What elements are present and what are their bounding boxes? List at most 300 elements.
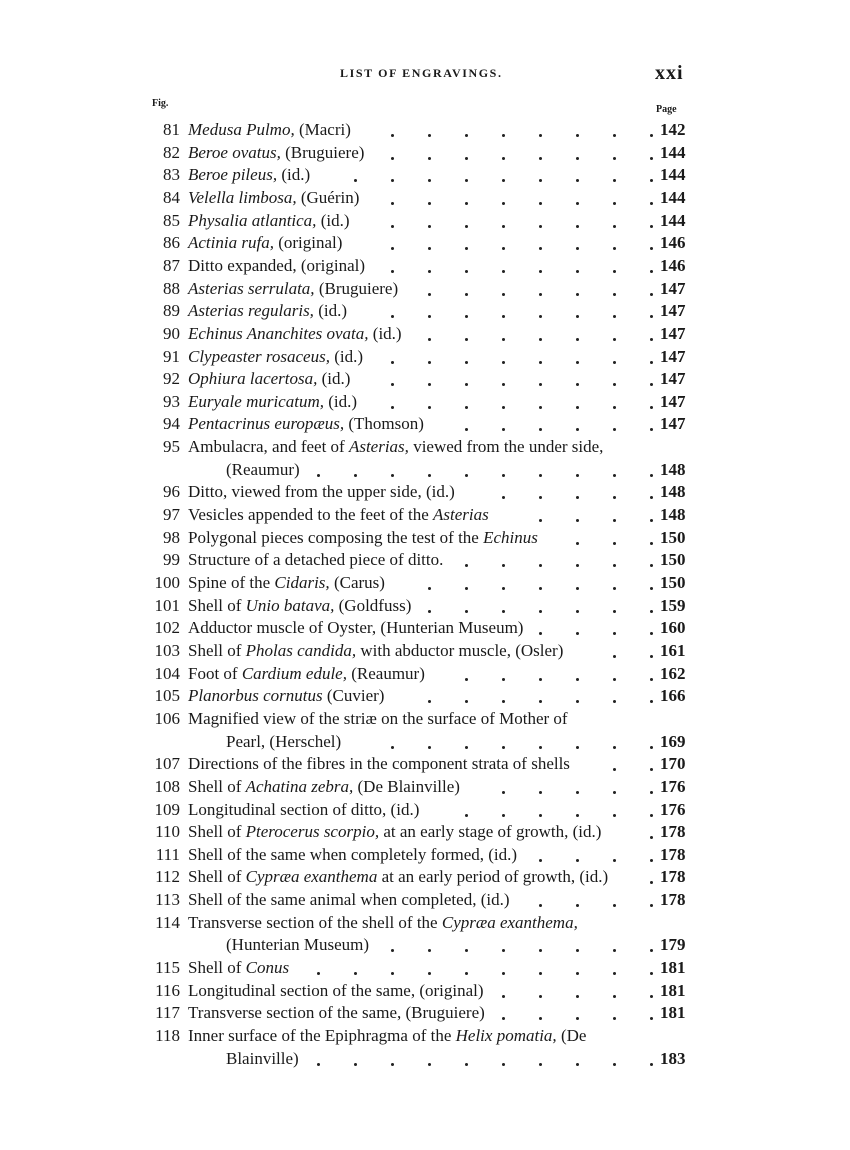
leader-dot xyxy=(650,270,653,273)
leader-dot xyxy=(428,157,431,160)
leader-dot xyxy=(465,1063,468,1066)
leader-dot xyxy=(465,972,468,975)
figure-number: 112 xyxy=(155,867,180,887)
leader-dot xyxy=(502,383,505,386)
text: (id.) xyxy=(323,391,358,411)
leader-dot xyxy=(576,949,579,952)
italic-text: Helix pomatia, xyxy=(455,1026,557,1045)
leader-dot xyxy=(650,587,653,590)
leader-dot xyxy=(576,225,579,228)
entry xyxy=(0,889,850,911)
entry xyxy=(0,640,850,662)
entry xyxy=(0,980,850,1002)
leader-dot xyxy=(613,225,616,228)
leader-dot xyxy=(650,1063,653,1066)
figure-number: 104 xyxy=(154,663,180,683)
leader-dot xyxy=(502,678,505,681)
page-reference: 147 xyxy=(660,369,686,389)
leader-dot xyxy=(613,134,616,137)
leader-dot xyxy=(613,587,616,590)
page-reference: 176 xyxy=(660,776,686,796)
leader-dot xyxy=(576,134,579,137)
text: (De xyxy=(556,1026,587,1045)
leader-dot xyxy=(650,995,653,998)
text: (Macri) xyxy=(294,120,351,139)
leader-dot xyxy=(650,542,653,545)
entry-continuation xyxy=(0,1048,850,1070)
leader-dot xyxy=(650,202,653,205)
page-reference: 176 xyxy=(660,799,686,819)
page-reference: 179 xyxy=(660,935,686,955)
leader-dot xyxy=(576,157,579,160)
page-reference: 144 xyxy=(660,187,686,207)
leader-dot xyxy=(539,519,542,522)
text: (Bruguiere) xyxy=(280,142,365,162)
dot-leader xyxy=(0,844,850,866)
leader-dot xyxy=(576,247,579,250)
text: Foot of xyxy=(188,663,242,683)
leader-dot xyxy=(613,791,616,794)
leader-dot xyxy=(428,746,431,749)
leader-dot xyxy=(576,791,579,794)
dot-leader xyxy=(0,980,850,1002)
figure-number: 90 xyxy=(163,323,180,343)
italic-text: Cardium edule, xyxy=(241,663,347,683)
italic-text: Unio batava, xyxy=(245,595,335,615)
leader-dot xyxy=(576,315,579,318)
leader-dot xyxy=(613,972,616,975)
text: Blainville) xyxy=(226,1048,299,1068)
figure-number: 97 xyxy=(163,505,180,525)
dot-leader xyxy=(0,731,850,753)
dot-leader xyxy=(0,776,850,798)
leader-dot xyxy=(576,361,579,364)
leader-dot xyxy=(391,1063,394,1066)
leader-dot xyxy=(650,678,653,681)
leader-dot xyxy=(502,247,505,250)
leader-dot xyxy=(502,428,505,431)
figure-number: 94 xyxy=(163,414,180,434)
italic-text: Asterias serrulata, xyxy=(188,278,315,298)
page-reference: 147 xyxy=(660,391,686,411)
leader-dot xyxy=(428,587,431,590)
leader-dot xyxy=(613,428,616,431)
entry xyxy=(0,368,850,390)
dot-leader xyxy=(0,187,850,209)
text: (id.) xyxy=(277,165,311,185)
leader-dot xyxy=(576,1063,579,1066)
leader-dot xyxy=(428,383,431,386)
text: Longitudinal section of ditto, (id.) xyxy=(188,799,420,819)
leader-dot xyxy=(613,542,616,545)
figure-number: 107 xyxy=(154,754,180,774)
leader-dot xyxy=(613,995,616,998)
leader-dot xyxy=(613,496,616,499)
entry xyxy=(0,255,850,277)
dot-leader xyxy=(0,391,850,413)
entry xyxy=(0,595,850,617)
dot-leader xyxy=(0,821,850,843)
italic-text: Euryale muricatum, xyxy=(188,391,324,411)
figure-number: 82 xyxy=(163,142,180,162)
leader-dot xyxy=(502,338,505,341)
entry xyxy=(0,164,850,186)
italic-text: Beroe ovatus, xyxy=(188,142,281,162)
leader-dot xyxy=(539,383,542,386)
entry xyxy=(0,278,850,300)
italic-text: Echinus xyxy=(483,527,538,547)
text: Shell of the same animal when completed, (id.) xyxy=(188,890,510,910)
leader-dot xyxy=(391,157,394,160)
leader-dot xyxy=(539,428,542,431)
italic-text: Asterias, xyxy=(348,437,409,457)
leader-dot xyxy=(650,746,653,749)
page-reference: 144 xyxy=(660,165,686,185)
leader-dot xyxy=(576,814,579,817)
leader-dot xyxy=(465,406,468,409)
text: (Goldfuss) xyxy=(334,595,412,615)
leader-dot xyxy=(576,383,579,386)
leader-dot xyxy=(613,383,616,386)
page-reference: 147 xyxy=(660,301,686,321)
leader-dot xyxy=(428,949,431,952)
text: (Cuvier) xyxy=(322,686,385,706)
figure-number: 92 xyxy=(163,369,180,389)
figure-number: 111 xyxy=(155,844,180,864)
leader-dot xyxy=(391,270,394,273)
figure-number: 93 xyxy=(163,391,180,411)
leader-dot xyxy=(539,338,542,341)
leader-dot xyxy=(502,949,505,952)
leader-dot xyxy=(613,474,616,477)
text: at an early period of growth, (id.) xyxy=(377,867,609,887)
text: Shell of xyxy=(188,822,246,842)
dot-leader xyxy=(0,617,850,639)
leader-dot xyxy=(465,179,468,182)
page-reference: 150 xyxy=(660,527,686,547)
leader-dot xyxy=(465,134,468,137)
leader-dot xyxy=(539,814,542,817)
italic-text: Echinus Ananchites ovata, xyxy=(188,323,369,343)
leader-dot xyxy=(650,383,653,386)
italic-text: Ophiura lacertosa, xyxy=(188,369,318,389)
leader-dot xyxy=(465,700,468,703)
text: Shell of xyxy=(188,776,246,796)
figure-number: 81 xyxy=(163,120,180,139)
leader-dot xyxy=(650,564,653,567)
leader-dot xyxy=(613,746,616,749)
leader-dot xyxy=(502,1017,505,1020)
leader-dot xyxy=(650,406,653,409)
figure-number: 86 xyxy=(163,233,180,253)
entry xyxy=(0,663,850,685)
entry xyxy=(0,549,850,571)
text: (id.) xyxy=(317,369,351,389)
dot-leader xyxy=(0,866,850,888)
entry xyxy=(0,776,850,798)
text: (De Blainville) xyxy=(353,776,460,796)
leader-dot xyxy=(650,881,653,884)
figure-number: 105 xyxy=(154,686,180,706)
dot-leader xyxy=(0,889,850,911)
leader-dot xyxy=(428,972,431,975)
leader-dot xyxy=(576,700,579,703)
italic-text: Asterias xyxy=(433,505,489,525)
leader-dot xyxy=(465,564,468,567)
figure-number: 117 xyxy=(155,1003,180,1023)
leader-dot xyxy=(391,361,394,364)
leader-dot xyxy=(576,746,579,749)
leader-dot xyxy=(576,496,579,499)
dot-leader xyxy=(0,164,850,186)
leader-dot xyxy=(539,134,542,137)
italic-text: Cypræa exanthema xyxy=(245,867,378,887)
figure-number: 85 xyxy=(163,210,180,230)
page-reference: 178 xyxy=(660,844,686,864)
page-reference: 181 xyxy=(660,958,686,978)
text: (Reaumur) xyxy=(226,459,300,479)
dot-leader xyxy=(0,368,850,390)
text: (Carus) xyxy=(329,573,385,592)
text: Polygonal pieces composing the test of the xyxy=(188,527,484,547)
text: with abductor muscle, (Osler) xyxy=(356,640,564,660)
figure-number: 108 xyxy=(154,776,180,796)
leader-dot xyxy=(650,315,653,318)
dot-leader xyxy=(0,278,850,300)
leader-dot xyxy=(539,474,542,477)
text: Magnified view of the striæ on the surface of Mother of xyxy=(188,708,568,728)
leader-dot xyxy=(502,972,505,975)
dot-leader xyxy=(0,323,850,345)
dot-leader xyxy=(0,413,850,435)
entry xyxy=(0,504,850,526)
text: Vesicles appended to the feet of the xyxy=(188,505,433,525)
entry xyxy=(0,844,850,866)
page-reference: 178 xyxy=(660,867,686,887)
leader-dot xyxy=(502,1063,505,1066)
leader-dot xyxy=(650,700,653,703)
leader-dot xyxy=(539,406,542,409)
leader-dot xyxy=(317,1063,320,1066)
leader-dot xyxy=(502,179,505,182)
text: Ambulacra, and feet of xyxy=(188,437,349,457)
leader-dot xyxy=(576,904,579,907)
leader-dot xyxy=(576,338,579,341)
leader-dot xyxy=(650,610,653,613)
leader-dot xyxy=(613,564,616,567)
italic-text: Beroe pileus, xyxy=(188,165,278,185)
leader-dot xyxy=(428,225,431,228)
leader-dot xyxy=(650,157,653,160)
leader-dot xyxy=(428,1063,431,1066)
leader-dot xyxy=(613,678,616,681)
leader-dot xyxy=(465,814,468,817)
leader-dot xyxy=(465,293,468,296)
leader-dot xyxy=(465,678,468,681)
italic-text: Actinia rufa, xyxy=(188,233,274,253)
leader-dot xyxy=(391,474,394,477)
leader-dot xyxy=(428,293,431,296)
leader-dot xyxy=(539,361,542,364)
leader-dot xyxy=(391,225,394,228)
entry-continuation xyxy=(0,459,850,481)
entry-description xyxy=(188,1025,586,1047)
leader-dot xyxy=(539,678,542,681)
entry xyxy=(0,413,850,435)
running-title: LIST OF ENGRAVINGS. xyxy=(340,66,503,80)
leader-dot xyxy=(539,293,542,296)
page-reference: 147 xyxy=(660,346,686,366)
leader-dot xyxy=(576,474,579,477)
entry xyxy=(0,821,850,843)
leader-dot xyxy=(576,564,579,567)
leader-dot xyxy=(428,247,431,250)
leader-dot xyxy=(576,587,579,590)
leader-dot xyxy=(539,1017,542,1020)
leader-dot xyxy=(539,904,542,907)
entry xyxy=(0,210,850,232)
page-reference: 161 xyxy=(660,640,686,660)
leader-dot xyxy=(354,474,357,477)
leader-dot xyxy=(613,361,616,364)
page-reference: 148 xyxy=(660,459,686,479)
leader-dot xyxy=(428,361,431,364)
leader-dot xyxy=(502,157,505,160)
leader-dot xyxy=(391,179,394,182)
figure-number: 99 xyxy=(163,550,180,570)
leader-dot xyxy=(576,632,579,635)
leader-dot xyxy=(391,202,394,205)
leader-dot xyxy=(428,134,431,137)
dot-leader xyxy=(0,934,850,956)
text: (Bruguiere) xyxy=(314,278,399,298)
entry xyxy=(0,1025,850,1047)
figure-number: 100 xyxy=(154,573,180,592)
leader-dot xyxy=(465,361,468,364)
entry xyxy=(0,142,850,164)
leader-dot xyxy=(465,610,468,613)
entry xyxy=(0,799,850,821)
leader-dot xyxy=(576,1017,579,1020)
page-reference: 162 xyxy=(660,663,686,683)
leader-dot xyxy=(613,519,616,522)
italic-text: Conus xyxy=(245,958,290,978)
italic-text: Cypræa exanthema, xyxy=(441,912,578,932)
leader-dot xyxy=(650,836,653,839)
page-number: xxi xyxy=(655,62,684,84)
leader-dot xyxy=(391,134,394,137)
italic-text: Cidaris, xyxy=(274,573,330,592)
leader-dot xyxy=(650,496,653,499)
dot-leader xyxy=(0,957,850,979)
figure-number: 109 xyxy=(154,799,180,819)
leader-dot xyxy=(576,859,579,862)
entry xyxy=(0,119,850,141)
leader-dot xyxy=(539,859,542,862)
leader-dot xyxy=(613,814,616,817)
text: (id.) xyxy=(368,323,402,343)
leader-dot xyxy=(465,474,468,477)
text: Transverse section of the shell of the xyxy=(188,912,442,932)
text: Transverse section of the same, (Bruguiere) xyxy=(188,1003,485,1023)
leader-dot xyxy=(613,904,616,907)
leader-dot xyxy=(428,315,431,318)
leader-dot xyxy=(539,247,542,250)
leader-dot xyxy=(465,270,468,273)
leader-dot xyxy=(539,315,542,318)
figure-number: 103 xyxy=(154,640,180,660)
figure-number: 118 xyxy=(155,1026,180,1045)
leader-dot xyxy=(576,995,579,998)
leader-dot xyxy=(354,972,357,975)
leader-dot xyxy=(465,587,468,590)
text: Structure of a detached piece of ditto. xyxy=(188,550,444,570)
text: Pearl, (Herschel) xyxy=(226,731,342,751)
text: Inner surface of the Epiphragma of the xyxy=(188,1026,456,1045)
figure-number: 89 xyxy=(163,301,180,321)
leader-dot xyxy=(576,202,579,205)
leader-dot xyxy=(317,972,320,975)
leader-dot xyxy=(502,406,505,409)
leader-dot xyxy=(539,995,542,998)
leader-dot xyxy=(391,949,394,952)
page-reference: 181 xyxy=(660,980,686,1000)
page-reference: 160 xyxy=(660,618,686,638)
figure-number: 113 xyxy=(155,890,180,910)
leader-dot xyxy=(650,519,653,522)
dot-leader xyxy=(0,663,850,685)
entry xyxy=(0,346,850,368)
leader-dot xyxy=(613,632,616,635)
leader-dot xyxy=(576,293,579,296)
dot-leader xyxy=(0,119,850,141)
leader-dot xyxy=(539,179,542,182)
italic-text: Pentacrinus europæus, xyxy=(188,414,345,434)
page-reference: 148 xyxy=(660,482,686,502)
dot-leader xyxy=(0,504,850,526)
entry xyxy=(0,187,850,209)
leader-dot xyxy=(502,814,505,817)
leader-dot xyxy=(428,406,431,409)
leader-dot xyxy=(650,814,653,817)
text: at an early stage of growth, (id.) xyxy=(379,822,602,842)
leader-dot xyxy=(650,972,653,975)
figure-number: 114 xyxy=(155,912,180,932)
text: viewed from the under side, xyxy=(408,437,604,457)
entry-continuation xyxy=(0,731,850,753)
leader-dot xyxy=(502,610,505,613)
leader-dot xyxy=(465,746,468,749)
page-reference: 144 xyxy=(660,142,686,162)
leader-dot xyxy=(613,406,616,409)
leader-dot xyxy=(465,428,468,431)
leader-dot xyxy=(650,474,653,477)
leader-dot xyxy=(613,157,616,160)
page-reference: 147 xyxy=(660,323,686,343)
entry xyxy=(0,232,850,254)
leader-dot xyxy=(613,247,616,250)
leader-dot xyxy=(539,157,542,160)
dot-leader xyxy=(0,346,850,368)
leader-dot xyxy=(354,1063,357,1066)
leader-dot xyxy=(502,134,505,137)
leader-dot xyxy=(354,179,357,182)
figure-number: 88 xyxy=(163,278,180,298)
entry xyxy=(0,323,850,345)
text: Ditto, viewed from the upper side, (id.) xyxy=(188,482,455,502)
leader-dot xyxy=(650,904,653,907)
leader-dot xyxy=(539,949,542,952)
